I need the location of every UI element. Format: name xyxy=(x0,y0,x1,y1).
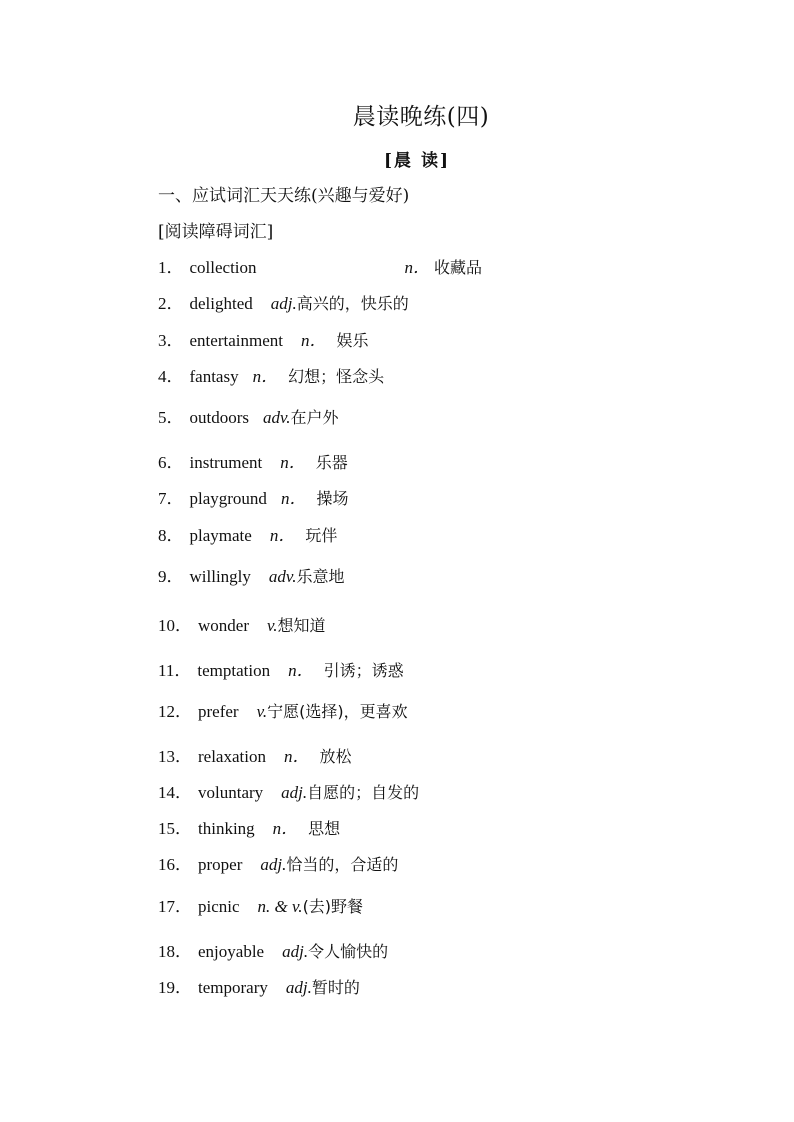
item-number: 14． xyxy=(158,783,192,802)
definition: 恰当的，合适的 xyxy=(286,855,399,874)
vocab-word: outdoors xyxy=(189,408,249,427)
vocab-item xyxy=(158,850,398,875)
part-of-speech: n． xyxy=(288,661,314,680)
vocab-word: thinking xyxy=(198,819,255,838)
vocab-word: temporary xyxy=(198,978,268,997)
part-of-speech: adv. xyxy=(268,567,297,586)
part-of-speech: n． xyxy=(272,819,299,838)
vocab-word: fantasy xyxy=(189,367,239,386)
definition: (去)野餐 xyxy=(302,897,364,916)
vocab-word: collection xyxy=(189,258,257,277)
item-number: 19． xyxy=(158,978,192,997)
definition: 自愿的；自发的 xyxy=(307,783,420,802)
definition: 高兴的，快乐的 xyxy=(296,294,409,313)
definition: 令人愉快的 xyxy=(308,942,389,961)
part-of-speech: n． xyxy=(300,331,327,350)
part-of-speech: n． xyxy=(280,489,307,508)
part-of-speech: n． xyxy=(283,747,310,766)
definition: 思想 xyxy=(308,819,341,838)
item-number: 7． xyxy=(158,489,184,508)
part-of-speech: n. & v. xyxy=(257,897,303,916)
item-number: 6． xyxy=(158,453,184,472)
part-of-speech: adj. xyxy=(282,942,309,961)
vocab-word: picnic xyxy=(198,897,240,916)
part-of-speech: n． xyxy=(280,453,306,472)
item-number: 13． xyxy=(158,747,192,766)
part-of-speech: n． xyxy=(252,367,279,386)
definition: 放松 xyxy=(319,747,352,766)
vocab-item xyxy=(158,562,344,587)
item-number: 2． xyxy=(158,294,184,313)
vocab-item xyxy=(158,403,339,428)
part-of-speech: adj. xyxy=(285,978,312,997)
vocab-item xyxy=(158,611,326,636)
part-of-speech: adj. xyxy=(270,294,297,313)
definition: 收藏品 xyxy=(434,258,483,277)
vocab-word: prefer xyxy=(198,702,239,721)
vocab-item xyxy=(158,937,388,962)
vocab-item xyxy=(158,973,360,998)
vocab-item xyxy=(158,814,340,839)
item-number: 15． xyxy=(158,819,192,838)
vocab-word: relaxation xyxy=(198,747,266,766)
definition: 宁愿(选择)，更喜欢 xyxy=(267,702,408,721)
definition: 在户外 xyxy=(290,408,339,427)
vocab-item xyxy=(158,656,404,681)
vocab-word: playmate xyxy=(189,526,252,545)
part-of-speech: n． xyxy=(404,258,431,277)
part-of-speech: v. xyxy=(256,702,268,721)
part-of-speech: v. xyxy=(266,616,278,635)
vocab-item xyxy=(158,326,368,351)
definition: 乐器 xyxy=(315,453,348,472)
item-number: 18． xyxy=(158,942,192,961)
item-number: 5． xyxy=(158,408,184,427)
item-number: 12． xyxy=(158,702,192,721)
definition: 娱乐 xyxy=(336,331,369,350)
part-of-speech: adj. xyxy=(260,855,287,874)
item-number: 17． xyxy=(158,897,192,916)
vocab-item xyxy=(158,521,337,546)
vocab-word: delighted xyxy=(189,294,253,313)
vocab-item xyxy=(158,892,363,917)
item-number: 16． xyxy=(158,855,192,874)
vocab-item xyxy=(158,362,384,387)
item-number: 11． xyxy=(158,661,192,680)
vocab-item xyxy=(158,697,408,722)
item-number: 3． xyxy=(158,331,184,350)
definition: 玩伴 xyxy=(305,526,338,545)
subsection-heading: [阅读障碍词汇] xyxy=(158,222,274,242)
definition: 幻想；怪念头 xyxy=(288,367,385,386)
vocab-word: temptation xyxy=(197,661,271,680)
vocab-word: willingly xyxy=(189,567,251,586)
vocab-item xyxy=(158,253,482,278)
item-number: 4． xyxy=(158,367,184,386)
definition: 操场 xyxy=(316,489,349,508)
definition: 想知道 xyxy=(277,616,326,635)
vocab-item xyxy=(158,742,351,767)
item-number: 1． xyxy=(158,258,184,277)
vocab-item xyxy=(158,289,409,314)
section-label: [晨 读] xyxy=(383,151,450,171)
item-number: 10． xyxy=(158,616,192,635)
item-number: 9． xyxy=(158,567,184,586)
definition: 暂时的 xyxy=(311,978,360,997)
vocab-word: enjoyable xyxy=(198,942,265,961)
vocab-word: voluntary xyxy=(198,783,264,802)
page-title: 晨读晚练(四) xyxy=(352,104,490,130)
vocab-word: playground xyxy=(189,489,267,508)
vocab-item xyxy=(158,484,348,509)
definition: 引诱；诱惑 xyxy=(323,661,404,680)
definition: 乐意地 xyxy=(296,567,345,586)
section-heading: 一、应试词汇天天练(兴趣与爱好) xyxy=(158,186,410,206)
part-of-speech: adj. xyxy=(281,783,308,802)
item-number: 8． xyxy=(158,526,184,545)
vocab-word: entertainment xyxy=(189,331,283,350)
vocab-item xyxy=(158,778,419,803)
vocab-word: instrument xyxy=(189,453,263,472)
vocab-word: proper xyxy=(198,855,243,874)
vocab-word: wonder xyxy=(198,616,249,635)
vocab-item xyxy=(158,448,348,473)
part-of-speech: n． xyxy=(269,526,296,545)
part-of-speech: adv. xyxy=(263,408,291,427)
